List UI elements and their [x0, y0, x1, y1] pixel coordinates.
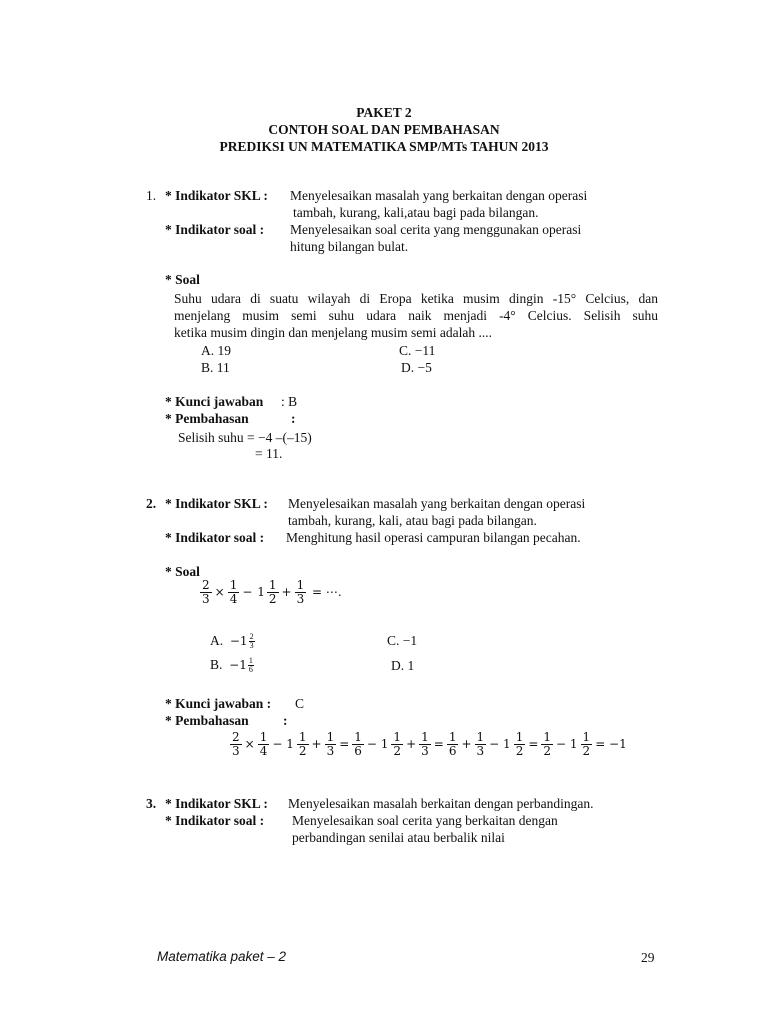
- header-contoh-soal: CONTOH SOAL DAN PEMBAHASAN: [268, 122, 500, 137]
- q1-skl-line1: Menyelesaikan masalah yang berkaitan dengan operasi: [290, 188, 588, 203]
- fraction: $\frac{1}{4}$: [229, 578, 238, 606]
- q1-work-line2: = 11.: [255, 446, 283, 461]
- q3-number: 3.: [146, 796, 157, 811]
- q3-soal-indicator-line1: Menyelesaikan soal cerita yang berkaitan dengan: [292, 813, 558, 828]
- fraction: $\frac{1}{6}$: [448, 730, 457, 758]
- header-paket: PAKET 2: [356, 105, 412, 120]
- q2-skl-line1: Menyelesaikan masalah yang berkaitan dengan operasi: [288, 496, 586, 511]
- q1-pembahasan-label: * Pembahasan: [165, 411, 249, 426]
- q3-soal-indicator-label: * Indikator soal :: [165, 813, 265, 828]
- footer-subject: Matematika paket – 2: [157, 949, 287, 964]
- fraction: $\frac{1}{6}$: [248, 656, 253, 675]
- q3-skl-line1: Menyelesaikan masalah berkaitan dengan perbandingan.: [288, 796, 594, 811]
- q2-soal-indicator-label: * Indikator soal :: [165, 530, 265, 545]
- q1-option-c: C. −11: [399, 343, 436, 358]
- q2-option-c: C. −1: [387, 633, 418, 648]
- q1-skl-label: * Indikator SKL :: [165, 188, 268, 203]
- fraction: $\frac{1}{6}$: [354, 730, 362, 758]
- fraction: $\frac{2}{3}$: [232, 730, 240, 758]
- q1-kunci-value: : B: [281, 394, 298, 409]
- q2-expression: $\frac{2}{3}$ × $\frac{1}{4}$ − 1 $\frac{1}{2}$ + $\frac{1}{3}$ = ⋯.: [202, 578, 342, 606]
- page-number: 29: [641, 950, 655, 965]
- fraction: $\frac{1}{3}$: [421, 730, 429, 758]
- fraction: $\frac{1}{2}$: [298, 730, 307, 758]
- fraction: $\frac{1}{3}$: [296, 578, 305, 606]
- fraction: $\frac{1}{3}$: [476, 730, 485, 758]
- q2-option-d: D. 1: [391, 658, 415, 673]
- fraction: $\frac{1}{2}$: [268, 578, 277, 606]
- fraction: $\frac{1}{3}$: [326, 730, 335, 758]
- q1-option-a: A. 19: [201, 343, 231, 358]
- q2-option-b: B. −1 $\frac{1}{6}$: [210, 656, 253, 675]
- q1-option-d: D. −5: [401, 360, 432, 375]
- q1-soal-indicator-line2: hitung bilangan bulat.: [290, 239, 409, 254]
- q1-option-b: B. 11: [201, 360, 230, 375]
- q1-pembahasan-colon: :: [291, 411, 296, 426]
- fraction: $\frac{1}{2}$: [393, 730, 402, 758]
- q1-soal-line2: menjelang musim semi suhu udara naik menjadi -4° Celcius. Selisih suhu: [174, 308, 658, 323]
- q2-option-a: A. −1 $\frac{2}{3}$: [210, 632, 254, 651]
- q2-pembahasan-label: * Pembahasan: [165, 713, 249, 728]
- q2-solution: $\frac{2}{3}$ × $\frac{1}{4}$ − 1 $\frac{1}{2}$ + $\frac{1}{3}$ = $\frac{1}{6}$ − 1 $\frac{1}{2}$ + $\frac{1}{3}$ = $\frac{1}{6}$ + $\frac{1}{3}$ − 1 $\frac{1}{2}$ = $\frac{1}{2}$ − 1 $\frac{1}{2}$ = −1: [232, 730, 627, 758]
- fraction: $\frac{2}{3}$: [249, 632, 254, 651]
- fraction: $\frac{1}{2}$: [515, 730, 524, 758]
- q1-soal-line3: ketika musim dingin dan menjelang musim semi adalah ....: [174, 325, 492, 340]
- q2-pembahasan-colon: :: [283, 713, 288, 728]
- header-prediksi: PREDIKSI UN MATEMATIKA SMP/MTs TAHUN 2013: [219, 139, 549, 154]
- q1-work-line1: Selisih suhu = −4 –(–15): [178, 430, 312, 445]
- q2-soal-indicator-line1: Menghitung hasil operasi campuran bilangan pecahan.: [286, 530, 581, 545]
- q2-number: 2.: [146, 496, 157, 511]
- fraction: $\frac{2}{3}$: [202, 578, 210, 606]
- fraction: $\frac{1}{2}$: [582, 730, 591, 758]
- q2-skl-line2: tambah, kurang, kali, atau bagi pada bilangan.: [288, 513, 537, 528]
- q3-soal-indicator-line2: perbandingan senilai atau berbalik nilai: [292, 830, 505, 845]
- q1-soal-indicator-line1: Menyelesaikan soal cerita yang menggunakan operasi: [290, 222, 582, 237]
- q1-soal-indicator-label: * Indikator soal :: [165, 222, 265, 237]
- q1-kunci-label: * Kunci jawaban: [165, 394, 264, 409]
- q2-soal-label: * Soal: [165, 564, 200, 579]
- q1-number: 1.: [146, 188, 157, 203]
- q3-skl-label: * Indikator SKL :: [165, 796, 268, 811]
- fraction: $\frac{1}{4}$: [259, 730, 268, 758]
- q2-skl-label: * Indikator SKL :: [165, 496, 268, 511]
- q1-soal-label: * Soal: [165, 272, 200, 287]
- q1-soal-line1: Suhu udara di suatu wilayah di Eropa ketika musim dingin -15° Celcius, dan: [174, 291, 658, 306]
- q2-kunci-label: * Kunci jawaban :: [165, 696, 272, 711]
- q1-skl-line2: tambah, kurang, kali,atau bagi pada bilangan.: [293, 205, 539, 220]
- fraction: $\frac{1}{2}$: [543, 730, 552, 758]
- q2-kunci-value: C: [295, 696, 305, 711]
